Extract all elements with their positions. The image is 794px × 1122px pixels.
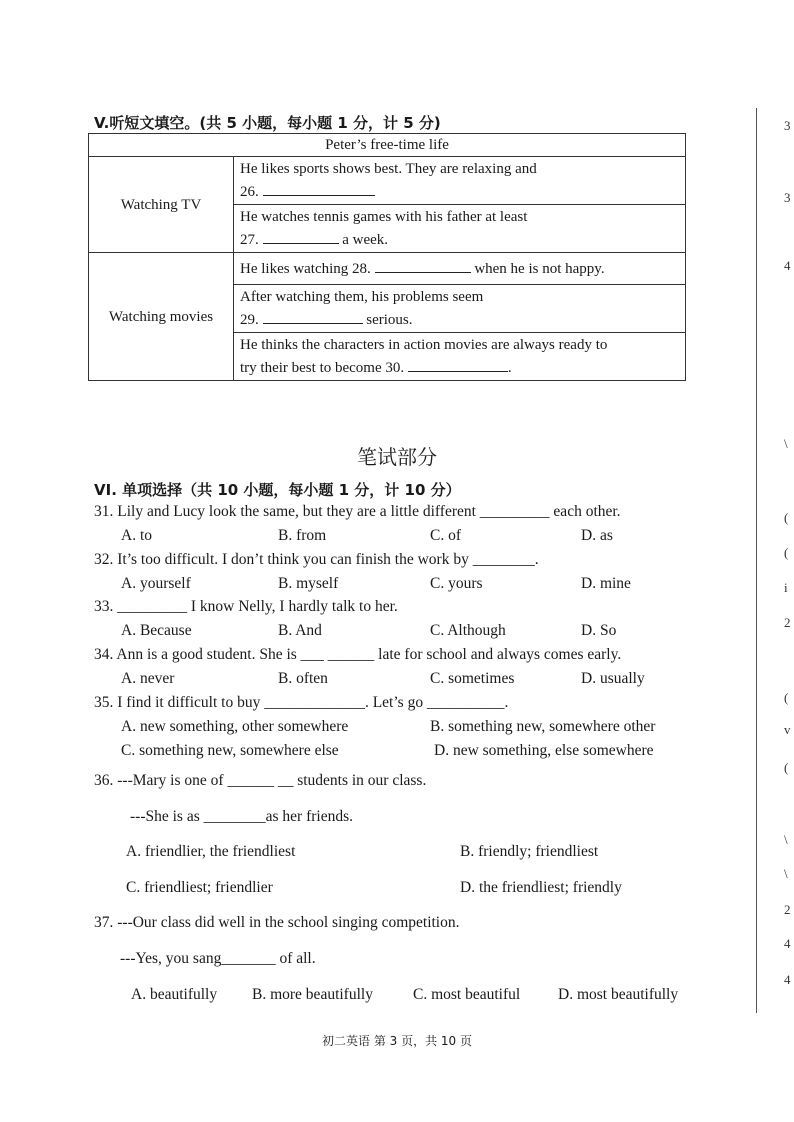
listening-table <box>88 133 686 381</box>
question-37-reply: ---Yes, you sang_______ of all. <box>120 950 316 967</box>
q31-option-a[interactable]: A. to <box>121 527 152 544</box>
edge-mark: i <box>784 580 788 595</box>
q35-option-c[interactable]: C. something new, somewhere else <box>121 742 339 759</box>
q32-option-c[interactable]: C. yours <box>430 575 483 592</box>
page-divider-line <box>756 108 757 1013</box>
blank-26[interactable] <box>263 180 375 196</box>
q36-option-a[interactable]: A. friendlier, the friendliest <box>126 843 296 860</box>
q37-option-a[interactable]: A. beautifully <box>131 986 218 1003</box>
q32-option-d[interactable]: D. mine <box>581 575 631 592</box>
table-row-30: He thinks the characters in action movies are always ready to try their best to become 30. . <box>234 333 686 381</box>
section5-title: V.听短文填空。(共 5 小题，每小题 1 分，计 5 分) <box>94 114 441 132</box>
q31-option-d[interactable]: D. as <box>581 527 613 544</box>
question-37: 37. ---Our class did well in the school singing competition. <box>94 914 460 931</box>
q37-option-d[interactable]: D. most beautifully <box>558 986 679 1003</box>
blank-27[interactable] <box>263 228 339 244</box>
question-32: 32. It’s too difficult. I don’t think you can finish the work by ________. <box>94 551 539 568</box>
edge-mark: 3 <box>784 190 791 205</box>
question-31: 31. Lily and Lucy look the same, but they are a little different _________ each other. <box>94 503 621 520</box>
edge-mark: \ <box>784 866 788 881</box>
q31-option-b[interactable]: B. from <box>278 527 327 544</box>
q31-option-c[interactable]: C. of <box>430 527 461 544</box>
q33-option-c[interactable]: C. Although <box>430 622 506 639</box>
edge-mark: 4 <box>784 972 791 987</box>
q37-option-c[interactable]: C. most beautiful <box>413 986 521 1003</box>
question-36-reply: ---She is as ________as her friends. <box>130 808 353 825</box>
table-header: Peter’s free-time life <box>89 134 686 157</box>
section6-title: VI. 单项选择（共 10 小题，每小题 1 分，计 10 分） <box>94 481 461 499</box>
q33-option-b[interactable]: B. And <box>278 622 322 639</box>
table-row-27: He watches tennis games with his father at least 27. a week. <box>234 205 686 253</box>
table-row-28: He likes watching 28. when he is not happy. <box>234 253 686 285</box>
q35-option-a[interactable]: A. new something, other somewhere <box>121 718 349 735</box>
q33-option-a[interactable]: A. Because <box>121 622 192 639</box>
edge-mark: 3 <box>784 118 791 133</box>
edge-mark: 4 <box>784 936 791 951</box>
blank-28[interactable] <box>375 257 471 273</box>
edge-mark: ( <box>784 545 789 560</box>
question-33: 33. _________ I know Nelly, I hardly talk to her. <box>94 598 398 615</box>
category-watching-tv: Watching TV <box>89 157 234 253</box>
q32-option-b[interactable]: B. myself <box>278 575 339 592</box>
q36-option-b[interactable]: B. friendly; friendliest <box>460 843 599 860</box>
q35-option-d[interactable]: D. new something, else somewhere <box>434 742 654 759</box>
q36-option-d[interactable]: D. the friendliest; friendly <box>460 879 622 896</box>
q36-option-c[interactable]: C. friendliest; friendlier <box>126 879 273 896</box>
edge-mark: 2 <box>784 902 791 917</box>
category-watching-movies: Watching movies <box>89 253 234 381</box>
q34-option-a[interactable]: A. never <box>121 670 175 687</box>
question-35: 35. I find it difficult to buy _____________. Let’s go __________. <box>94 694 509 711</box>
edge-mark: \ <box>784 436 788 451</box>
edge-mark: \ <box>784 832 788 847</box>
part-title: 笔试部分 <box>357 445 437 469</box>
q35-option-b[interactable]: B. something new, somewhere other <box>430 718 656 735</box>
edge-mark: ( <box>784 690 789 705</box>
edge-mark: v <box>784 722 791 737</box>
page-footer: 初二英语 第 3 页，共 10 页 <box>322 1034 472 1048</box>
table-row-29: After watching them, his problems seem 29. serious. <box>234 285 686 333</box>
edge-mark: 4 <box>784 258 791 273</box>
q32-option-a[interactable]: A. yourself <box>121 575 191 592</box>
q33-option-d[interactable]: D. So <box>581 622 617 639</box>
question-36: 36. ---Mary is one of ______ __ students in our class. <box>94 772 427 789</box>
q34-option-b[interactable]: B. often <box>278 670 328 687</box>
blank-29[interactable] <box>263 308 363 324</box>
q34-option-d[interactable]: D. usually <box>581 670 645 687</box>
edge-mark: ( <box>784 510 789 525</box>
table-row-26: He likes sports shows best. They are relaxing and 26. <box>234 157 686 205</box>
question-34: 34. Ann is a good student. She is ___ ______ late for school and always comes early. <box>94 646 622 663</box>
blank-30[interactable] <box>408 356 508 372</box>
edge-mark: 2 <box>784 615 791 630</box>
q37-option-b[interactable]: B. more beautifully <box>252 986 373 1003</box>
q34-option-c[interactable]: C. sometimes <box>430 670 515 687</box>
edge-mark: ( <box>784 760 789 775</box>
